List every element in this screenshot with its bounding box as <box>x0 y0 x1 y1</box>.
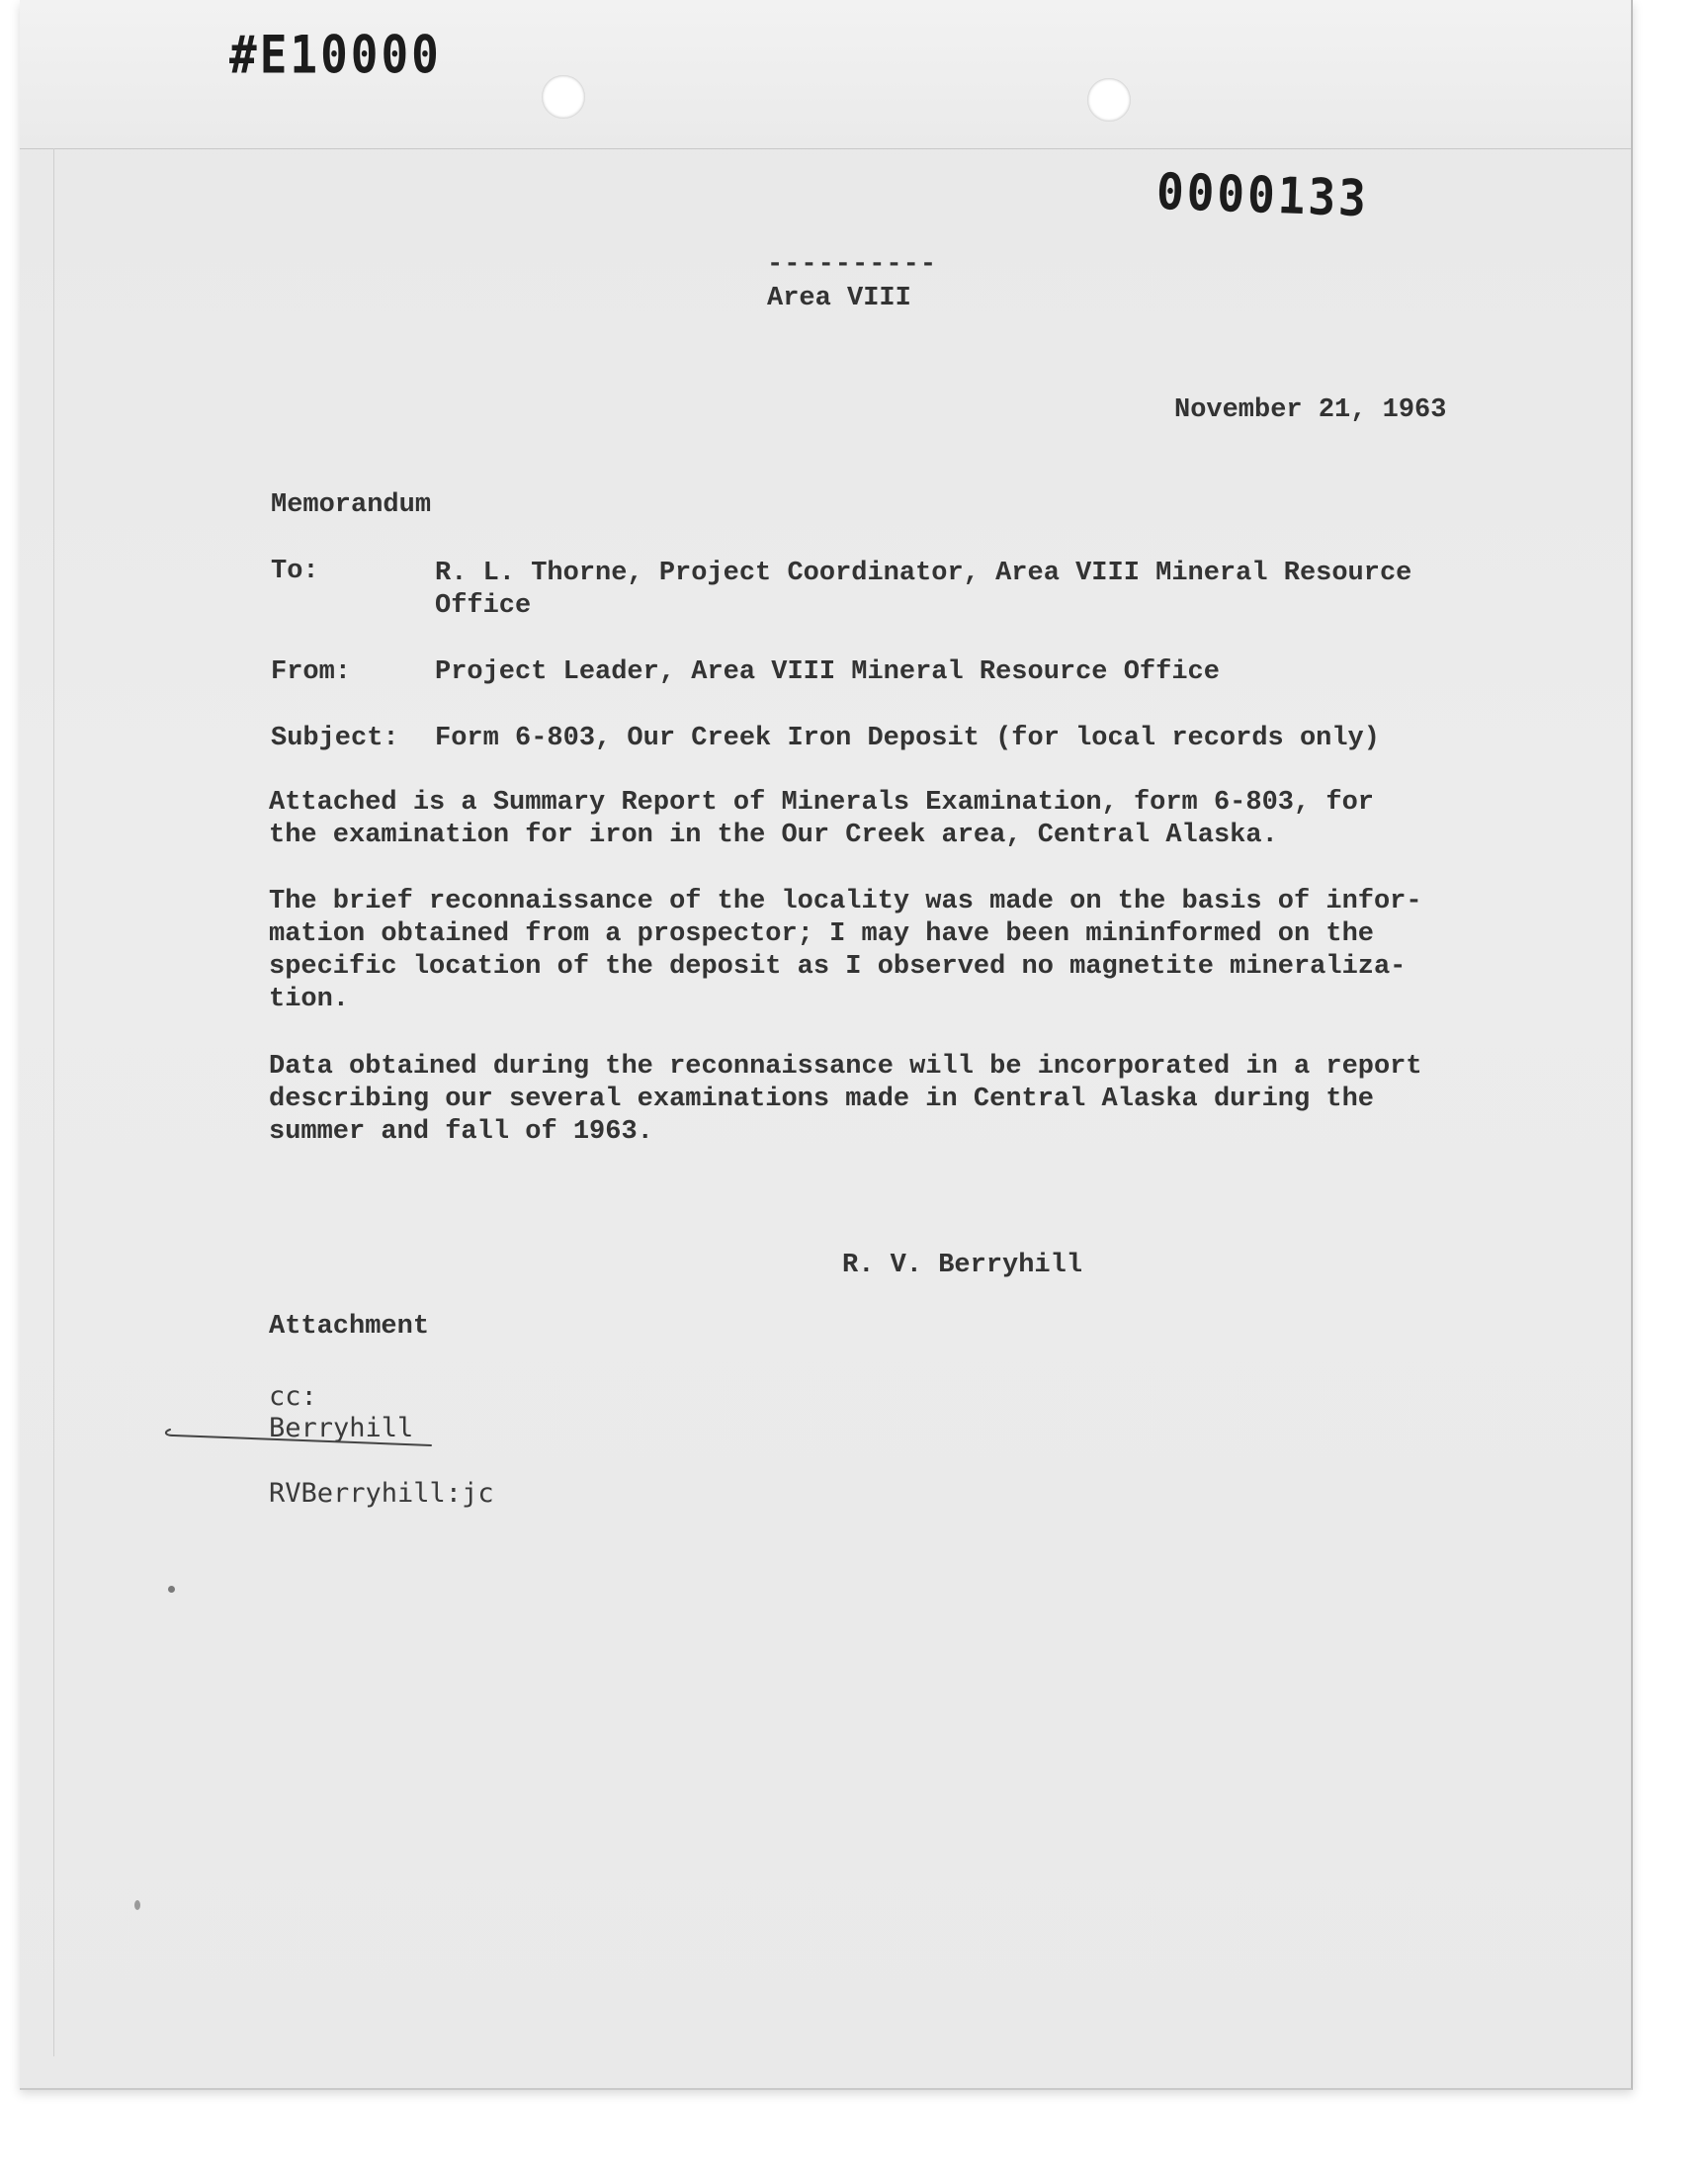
body-paragraph-3: Data obtained during the reconnaissance will be incorporated in a report describing our several examinations made in Central Alaska during the summer and fall of 1963. <box>269 1052 1422 1147</box>
document-id-stamp-right: 0000133 <box>1155 161 1370 228</box>
body-paragraph-2: The brief reconnaissance of the locality was made on the basis of infor- mation obtained from a prospector; I may have been mininformed on the specific location of the deposit as I observed no magnetite mineraliza- tion. <box>269 887 1422 1014</box>
attachment-label: Attachment <box>269 1312 430 1342</box>
typist-initials: RVBerryhill:jc <box>269 1478 494 1509</box>
document-id-stamp-top: #E10000 <box>229 23 442 86</box>
to-value: R. L. Thorne, Project Coordinator, Area VIII Mineral Resource Office <box>435 559 1412 621</box>
from-value: Project Leader, Area VIII Mineral Resource Office <box>435 657 1220 687</box>
body-paragraph-1: Attached is a Summary Report of Minerals Examination, form 6-803, for the examination for iron in the Our Creek area, Central Alaska. <box>269 788 1374 850</box>
cc-recipient: Berryhill <box>269 1413 414 1443</box>
subject-value: Form 6-803, Our Creek Iron Deposit (for local records only) <box>435 724 1380 753</box>
punch-hole-right <box>1087 78 1131 122</box>
signature-line: R. V. Berryhill <box>842 1251 1083 1280</box>
scan-speck <box>168 1586 175 1593</box>
from-label: From: <box>271 657 352 687</box>
punch-hole-left <box>542 75 585 119</box>
cc-label: cc: <box>269 1381 317 1412</box>
header-rule: ---------- <box>767 250 938 280</box>
to-label: To: <box>271 557 319 586</box>
handwritten-check-mark <box>162 1420 439 1449</box>
memo-type-label: Memorandum <box>271 490 432 520</box>
scan-speck <box>134 1900 140 1910</box>
area-heading: Area VIII <box>767 284 911 313</box>
subject-label: Subject: <box>271 724 399 753</box>
page-fold-edge <box>53 148 54 2056</box>
memo-date: November 21, 1963 <box>1174 395 1447 425</box>
